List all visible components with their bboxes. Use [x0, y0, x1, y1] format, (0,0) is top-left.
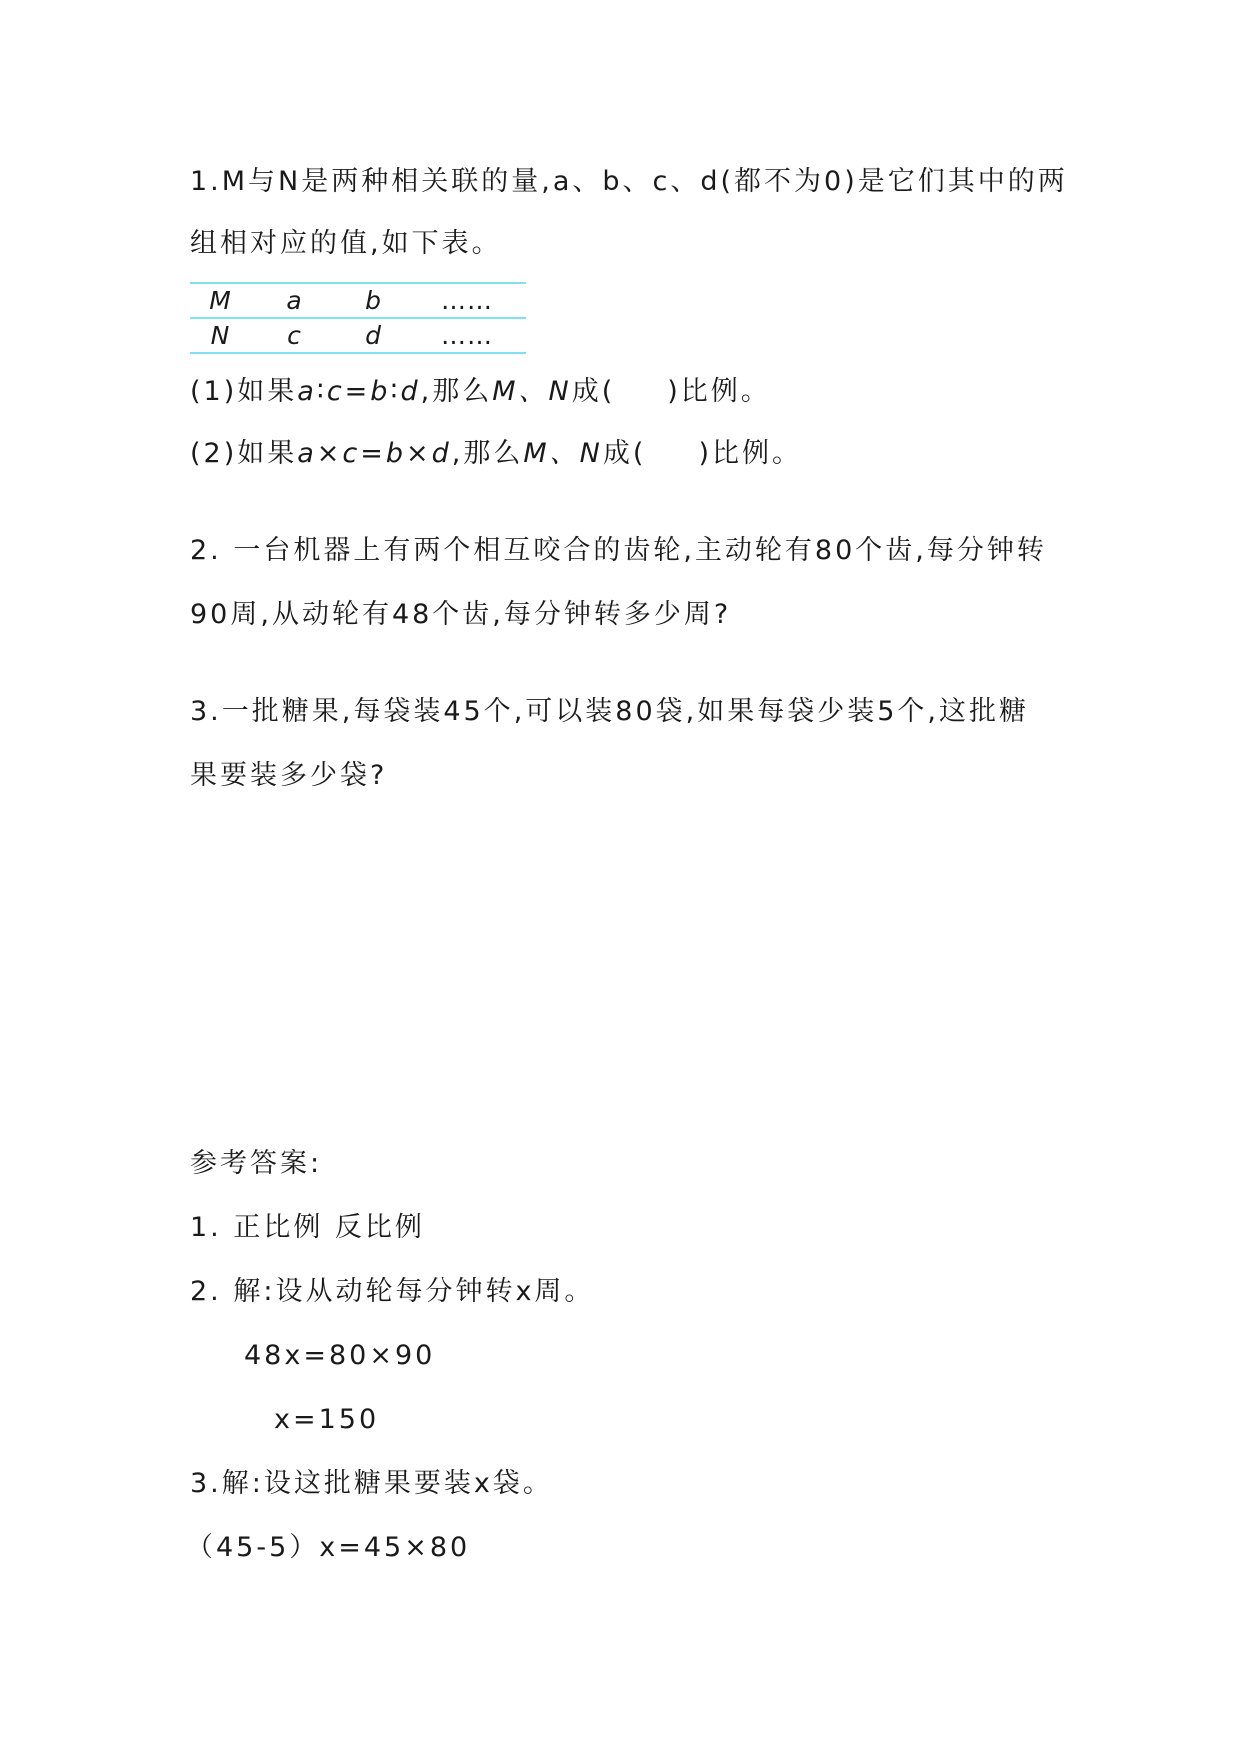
table-row	[190, 318, 526, 353]
q1-sub1-vars: M、N	[492, 376, 572, 407]
q1-sub2-vars: M、N	[523, 438, 603, 469]
q1-line2: 组相对应的值,如下表。	[190, 228, 502, 259]
table-cell: a	[250, 283, 338, 318]
q1-table	[190, 282, 526, 354]
q1-line1: 1.M与N是两种相关联的量,a、b、c、d(都不为0)是它们其中的两	[190, 166, 1068, 197]
table-cell: ……	[408, 283, 526, 318]
q1-sub1-expr: a∶c=b∶d	[297, 376, 421, 407]
table-row	[190, 283, 526, 318]
q1-sub1-suffix-a: 成(	[571, 376, 616, 407]
q1-sub2-prefix: (2)如果	[190, 438, 298, 469]
answer-1: 1. 正比例 反比例	[190, 1212, 425, 1243]
q2-line1: 2. 一台机器上有两个相互咬合的齿轮,主动轮有80个齿,每分钟转	[190, 535, 1047, 566]
table-cell: c	[250, 318, 338, 353]
answer-3-intro: 3.解:设这批糖果要装x袋。	[190, 1468, 553, 1499]
q1-sub1	[190, 374, 771, 410]
q3-line2: 果要装多少袋?	[190, 760, 388, 791]
table-cell: N	[190, 318, 250, 353]
answer-3-eq1: （45-5）x=45×80	[186, 1532, 471, 1563]
table-cell: d	[338, 318, 408, 353]
q1-sub1-mid: ,那么	[420, 376, 493, 407]
answer-2-intro: 2. 解:设从动轮每分钟转x周。	[190, 1276, 595, 1307]
q1-sub2	[190, 436, 802, 472]
q2-line2: 90周,从动轮有48个齿,每分钟转多少周?	[190, 599, 732, 630]
answer-2-eq2: x=150	[274, 1404, 380, 1435]
q1-sub2-mid: ,那么	[451, 438, 524, 469]
q1-sub1-suffix-b: )比例。	[667, 376, 771, 407]
answer-2-eq1: 48x=80×90	[244, 1340, 436, 1371]
q3-line1: 3.一批糖果,每袋装45个,可以装80袋,如果每袋少装5个,这批糖	[190, 696, 1029, 727]
table-cell: b	[338, 283, 408, 318]
answers-heading: 参考答案:	[190, 1148, 323, 1179]
q1-sub2-expr: a×c=b×d	[297, 438, 452, 469]
q1-sub1-prefix: (1)如果	[190, 376, 298, 407]
q1-sub2-suffix-b: )比例。	[698, 438, 802, 469]
table-cell: M	[190, 283, 250, 318]
q1-sub2-suffix-a: 成(	[602, 438, 647, 469]
table-cell: ……	[408, 318, 526, 353]
